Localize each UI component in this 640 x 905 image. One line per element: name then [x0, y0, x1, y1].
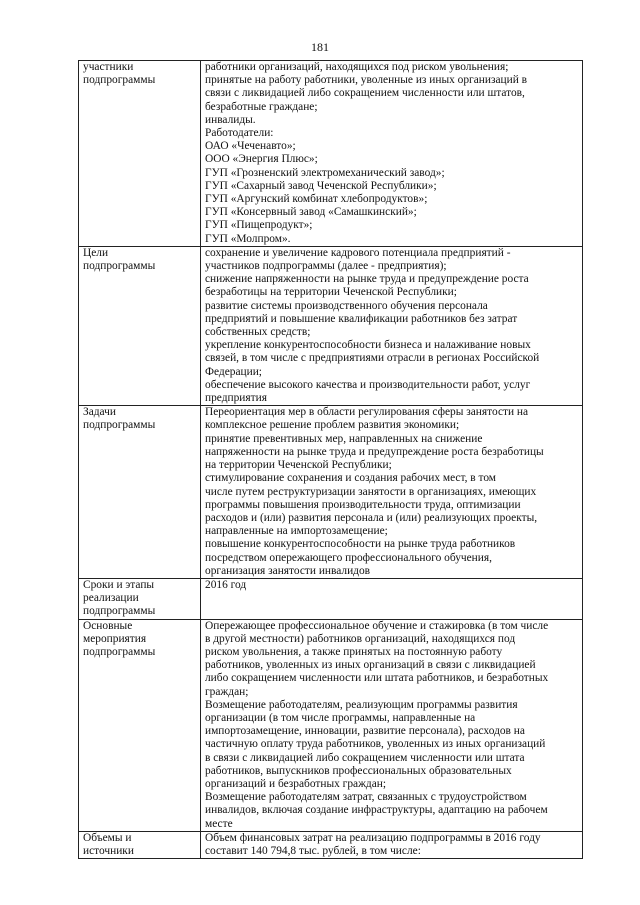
- row-value-line: ГУП «Аргунский комбинат хлебопродуктов»;: [205, 193, 428, 206]
- row-value-line: организация занятости инвалидов: [205, 564, 371, 577]
- page-number: 181: [311, 40, 329, 54]
- row-label-cell: [79, 578, 201, 619]
- row-value-cell: [201, 61, 583, 247]
- row-value-line: ООО «Энергия Плюс»;: [205, 153, 318, 166]
- row-label-line: подпрограммы: [83, 605, 156, 618]
- table-row: [79, 831, 583, 858]
- row-label-line: участники: [83, 61, 134, 73]
- row-value-line: составит 140 794,8 тыс. рублей, в том числе:: [205, 844, 421, 857]
- row-value-line: организаций и безработных граждан;: [205, 777, 387, 790]
- row-value-line: 2016 год: [205, 578, 247, 591]
- row-value-line: частичную оплату труда работников, уволенных из иных организаций: [205, 738, 546, 751]
- row-value-line: предприятия: [205, 392, 267, 405]
- row-value-line: в другой местности) работников организаций, находящихся под: [205, 632, 516, 645]
- row-value-line: импортозамещение, инновации, развитие персонала), расходов на: [205, 725, 525, 738]
- row-value-line: либо сокращением численности или штата работников, и безработных: [205, 672, 549, 685]
- row-value-line: связей, в том числе с предприятиями отрасли в регионах Российской: [205, 352, 540, 365]
- row-value-line: безработные граждане;: [205, 100, 318, 113]
- row-label-cell: [79, 619, 201, 831]
- row-value-line: Опережающее профессиональное обучение и стажировка (в том числе: [205, 619, 549, 632]
- row-value-line: ГУП «Молпром».: [205, 232, 291, 245]
- row-label-line: Сроки и этапы: [83, 578, 155, 591]
- row-value-cell: [201, 578, 583, 619]
- row-value-line: развитие системы производственного обучения персонала: [205, 299, 488, 312]
- row-label-line: мероприятия: [83, 632, 147, 645]
- row-value-line: собственных средств;: [205, 326, 311, 339]
- row-value-cell: [201, 246, 583, 405]
- row-value-line: инвалиды.: [205, 113, 256, 126]
- row-value-line: ОАО «Чеченавто»;: [205, 140, 296, 153]
- row-value-line: числе путем реструктуризации занятости в организациях, имеющих: [205, 485, 537, 498]
- row-label-line: Задачи: [83, 406, 116, 419]
- row-value-line: Работодатели:: [205, 127, 274, 140]
- row-value-cell: [201, 619, 583, 831]
- row-value-line: принятые на работу работники, уволенные из иных организаций в: [205, 74, 528, 87]
- table-row: [79, 578, 583, 619]
- row-label-line: источники: [83, 844, 134, 857]
- row-value-line: граждан;: [205, 685, 249, 698]
- subprogram-passport-table: [78, 60, 583, 859]
- row-value-line: Возмещение работодателям затрат, связанных с трудоустройством: [205, 791, 527, 804]
- row-value-line: риском увольнения, а также принятых на постоянную работу: [205, 645, 503, 658]
- row-value-line: работники организаций, находящихся под риском увольнения;: [205, 61, 509, 73]
- row-value-line: организации (в том числе программы, направленные на: [205, 711, 476, 724]
- row-value-line: укрепление конкурентоспособности бизнеса и налаживание новых: [205, 339, 531, 352]
- row-value-line: Объем финансовых затрат на реализацию подпрограммы в 2016 году: [205, 831, 541, 844]
- row-value-line: в связи с ликвидацией либо сокращением численности или штата: [205, 751, 525, 764]
- row-value-line: Федерации;: [205, 365, 262, 378]
- row-value-line: комплексное решение проблем развития экономики;: [205, 419, 460, 432]
- row-label-line: подпрограммы: [83, 645, 156, 658]
- row-value-line: стимулирование сохранения и создания рабочих мест, в том: [205, 472, 497, 485]
- row-value-line: месте: [205, 817, 233, 830]
- row-label-line: подпрограммы: [83, 74, 156, 87]
- table-row: [79, 61, 583, 247]
- row-label-line: реализации: [83, 592, 139, 605]
- row-value-line: Возмещение работодателям, реализующим программы развития: [205, 698, 518, 711]
- row-value-line: инвалидов, включая создание инфраструктуры, адаптацию на рабочем: [205, 804, 548, 817]
- row-value-line: ГУП «Сахарный завод Чеченской Республики»;: [205, 179, 437, 192]
- row-value-line: посредством опережающего профессионального обучения,: [205, 551, 492, 564]
- row-value-line: безработицы на территории Чеченской Республики;: [205, 286, 457, 299]
- row-label-line: Основные: [83, 619, 133, 632]
- row-label-cell: [79, 831, 201, 858]
- row-value-line: предприятий и повышение квалификации работников без затрат: [205, 312, 518, 325]
- row-value-line: снижение напряженности на рынке труда и предупреждение роста: [205, 273, 529, 286]
- row-value-line: сохранение и увеличение кадрового потенциала предприятий -: [205, 246, 511, 259]
- row-value-line: обеспечение высокого качества и производительности работ, услуг: [205, 378, 531, 391]
- row-value-line: ГУП «Пищепродукт»;: [205, 219, 313, 232]
- row-value-line: на территории Чеченской Республики;: [205, 459, 392, 472]
- row-value-line: ГУП «Грозненский электромеханический завод»;: [205, 166, 445, 179]
- row-label-cell: [79, 246, 201, 405]
- row-value-line: работников, выпускников профессиональных образовательных: [205, 764, 512, 777]
- table-body: [79, 61, 583, 859]
- row-value-line: принятие превентивных мер, направленных на снижение: [205, 432, 483, 445]
- table-row: [79, 246, 583, 405]
- table-row: [79, 619, 583, 831]
- row-value-line: повышение конкурентоспособности на рынке труда работников: [205, 538, 516, 551]
- row-label-line: Объемы и: [83, 831, 132, 844]
- row-label-cell: [79, 406, 201, 579]
- row-value-line: расходов и (или) развития персонала и (или) реализующих проекты,: [205, 511, 538, 524]
- row-value-cell: [201, 831, 583, 858]
- row-value-line: Переориентация мер в области регулирования сферы занятости на: [205, 406, 529, 419]
- row-value-line: ГУП «Консервный завод «Самашкинский»;: [205, 206, 417, 219]
- row-label-line: подпрограммы: [83, 419, 156, 432]
- row-value-line: напряженности на рынке труда и предупреждение роста безработицы: [205, 445, 544, 458]
- table-row: [79, 406, 583, 579]
- row-label-line: Цели: [83, 246, 109, 259]
- row-label-line: подпрограммы: [83, 260, 156, 273]
- row-value-line: программы повышения производительности труда, оптимизации: [205, 498, 521, 511]
- row-value-line: связи с ликвидацией либо сокращением численности или штатов,: [205, 87, 525, 100]
- row-label-cell: [79, 61, 201, 247]
- row-value-line: направленные на импортозамещение;: [205, 525, 388, 538]
- row-value-line: участников подпрограммы (далее - предприятия);: [205, 260, 447, 273]
- row-value-line: работников, уволенных из иных организаций в связи с ликвидацией: [205, 659, 536, 672]
- row-value-cell: [201, 406, 583, 579]
